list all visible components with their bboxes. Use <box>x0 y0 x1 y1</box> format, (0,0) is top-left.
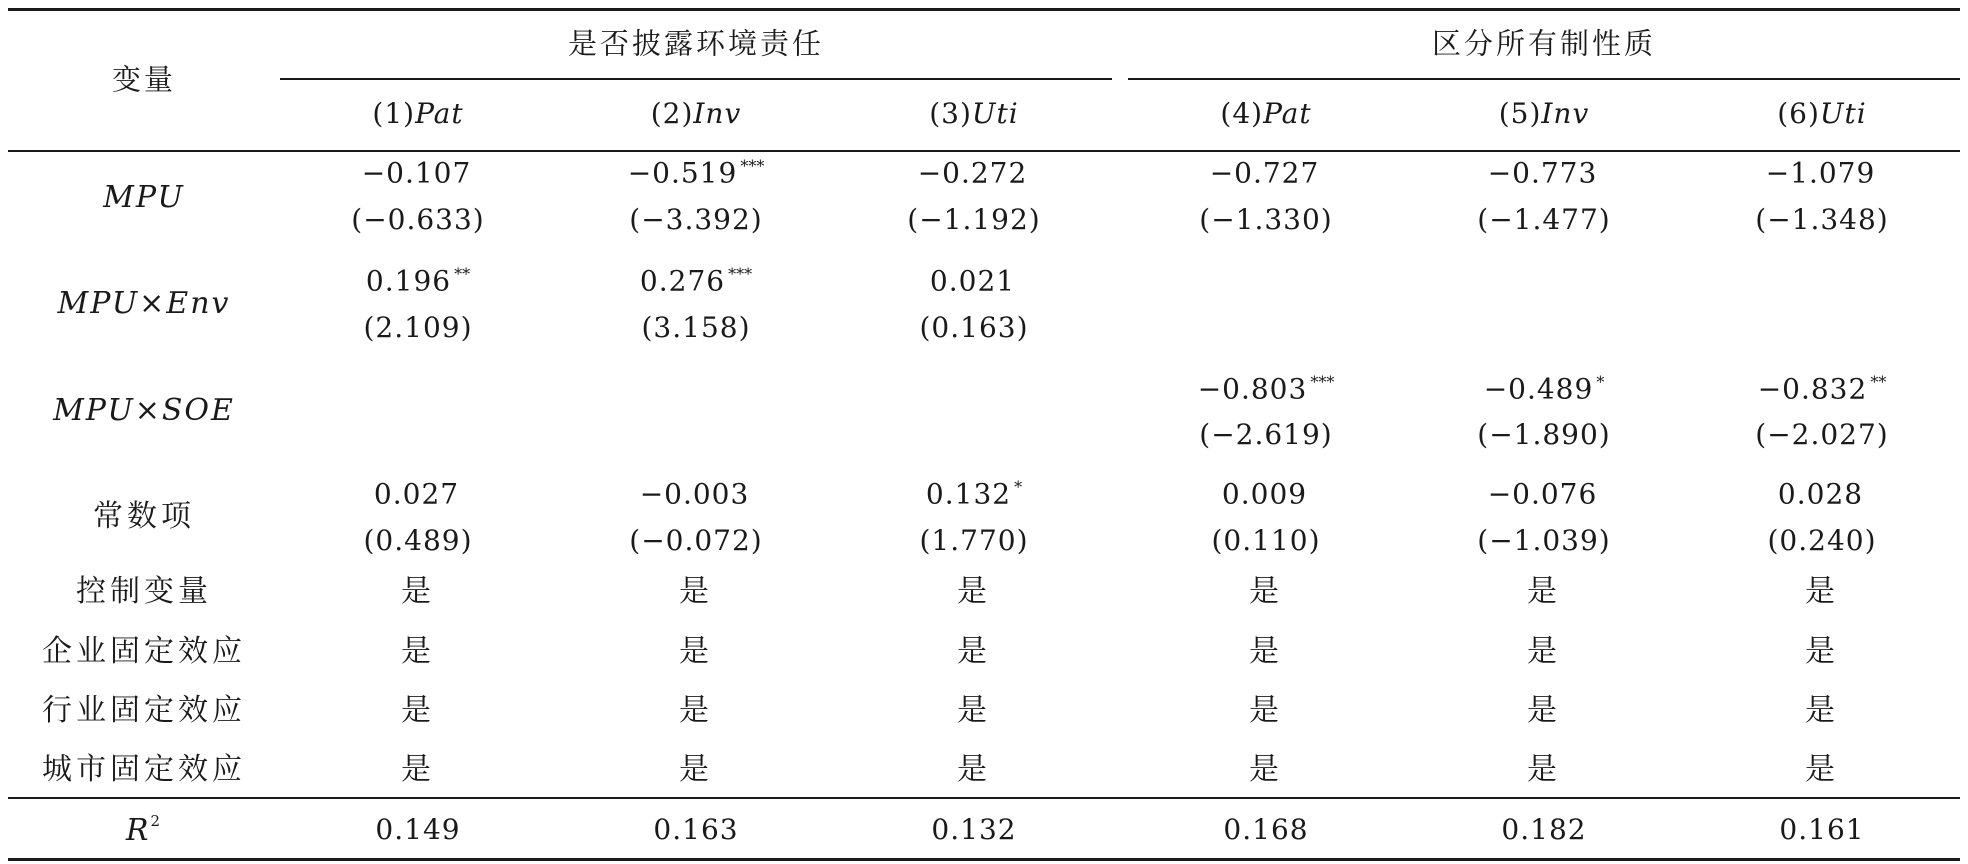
tstat-mpu-env-1: (2.109) <box>363 311 473 344</box>
coef-const-3: 0.132 * <box>925 477 1023 511</box>
group-header-ownership: 区分所有制性质 <box>1431 26 1657 61</box>
r2-top-rule <box>8 797 1960 799</box>
city-fe-cell-3: 是 <box>957 752 991 787</box>
group-rule-ownership <box>1128 78 1960 80</box>
city-fe-cell-2: 是 <box>679 752 713 787</box>
tstat-const-3: (1.770) <box>919 524 1029 557</box>
industry-fe-cell-1: 是 <box>401 693 435 728</box>
tstat-mpu-2: (−3.392) <box>629 203 763 236</box>
coef-const-6: 0.028 <box>1777 477 1864 511</box>
tstat-const-1: (0.489) <box>363 524 473 557</box>
row-label-constant: 常数项 <box>93 499 195 534</box>
coef-mpu-env-3: 0.021 <box>929 264 1016 298</box>
group-header-disclosure: 是否披露环境责任 <box>567 26 825 61</box>
row-label-firm-fe: 企业固定效应 <box>42 634 246 669</box>
industry-fe-cell-4: 是 <box>1249 693 1283 728</box>
tstat-mpu-5: (−1.477) <box>1477 203 1611 236</box>
tstat-mpu-6: (−1.348) <box>1755 203 1889 236</box>
table-bottom-rule <box>8 858 1960 861</box>
controls-cell-3: 是 <box>957 574 991 609</box>
column-header-3: (3)Uti <box>929 97 1019 130</box>
tstat-const-6: (0.240) <box>1767 524 1877 557</box>
row-label-mpu-soe: MPU×SOE <box>53 393 235 428</box>
coef-const-1: 0.027 <box>373 477 460 511</box>
coef-mpu-4: −0.727 <box>1209 156 1320 190</box>
tstat-mpu-4: (−1.330) <box>1199 203 1333 236</box>
r-squared-cell-5: 0.182 <box>1501 813 1587 846</box>
coef-mpu-env-1: 0.196 ** <box>365 264 471 298</box>
city-fe-cell-6: 是 <box>1805 752 1839 787</box>
column-header-6: (6)Uti <box>1777 97 1867 130</box>
row-label-controls: 控制变量 <box>76 574 212 609</box>
city-fe-cell-4: 是 <box>1249 752 1283 787</box>
column-header-5: (5)Inv <box>1498 97 1590 130</box>
coef-mpu-soe-6: −0.832 ** <box>1757 372 1887 406</box>
controls-cell-4: 是 <box>1249 574 1283 609</box>
group-rule-disclosure <box>280 78 1112 80</box>
coef-const-5: −0.076 <box>1487 477 1598 511</box>
row-label-mpu-env: MPU×Env <box>57 286 231 321</box>
tstat-const-4: (0.110) <box>1211 524 1321 557</box>
column-header-2: (2)Inv <box>650 97 742 130</box>
industry-fe-cell-6: 是 <box>1805 693 1839 728</box>
column-header-1: (1)Pat <box>372 97 464 130</box>
industry-fe-cell-5: 是 <box>1527 693 1561 728</box>
coef-mpu-soe-5: −0.489 * <box>1483 372 1605 406</box>
r-squared-cell-4: 0.168 <box>1223 813 1309 846</box>
firm-fe-cell-2: 是 <box>679 634 713 669</box>
controls-cell-2: 是 <box>679 574 713 609</box>
row-label-industry-fe: 行业固定效应 <box>42 693 246 728</box>
city-fe-cell-5: 是 <box>1527 752 1561 787</box>
tstat-mpu-3: (−1.192) <box>907 203 1041 236</box>
industry-fe-cell-2: 是 <box>679 693 713 728</box>
controls-cell-1: 是 <box>401 574 435 609</box>
tstat-mpu-1: (−0.633) <box>351 203 485 236</box>
tstat-mpu-soe-4: (−2.619) <box>1199 418 1333 451</box>
coef-mpu-env-2: 0.276 *** <box>639 264 753 298</box>
tstat-const-5: (−1.039) <box>1477 524 1611 557</box>
coef-mpu-5: −0.773 <box>1487 156 1598 190</box>
tstat-mpu-env-3: (0.163) <box>919 311 1029 344</box>
row-label-r-squared: $R^2$ <box>125 812 163 848</box>
controls-cell-5: 是 <box>1527 574 1561 609</box>
coef-const-4: 0.009 <box>1221 477 1308 511</box>
stub-header: 变量 <box>111 62 177 97</box>
firm-fe-cell-3: 是 <box>957 634 991 669</box>
row-label-city-fe: 城市固定效应 <box>42 752 246 787</box>
controls-cell-6: 是 <box>1805 574 1839 609</box>
firm-fe-cell-4: 是 <box>1249 634 1283 669</box>
tstat-mpu-soe-6: (−2.027) <box>1755 418 1889 451</box>
industry-fe-cell-3: 是 <box>957 693 991 728</box>
row-label-mpu: MPU <box>103 180 185 215</box>
coef-const-2: −0.003 <box>639 477 750 511</box>
coef-mpu-3: −0.272 <box>917 156 1028 190</box>
r-squared-cell-2: 0.163 <box>653 813 739 846</box>
tstat-mpu-env-2: (3.158) <box>641 311 751 344</box>
tstat-mpu-soe-5: (−1.890) <box>1477 418 1611 451</box>
coef-mpu-2: −0.519 *** <box>627 156 765 190</box>
coef-mpu-1: −0.107 <box>361 156 472 190</box>
city-fe-cell-1: 是 <box>401 752 435 787</box>
coef-mpu-6: −1.079 <box>1765 156 1876 190</box>
coef-mpu-soe-4: −0.803 *** <box>1197 372 1335 406</box>
firm-fe-cell-5: 是 <box>1527 634 1561 669</box>
firm-fe-cell-6: 是 <box>1805 634 1839 669</box>
r-squared-cell-3: 0.132 <box>931 813 1017 846</box>
header-bottom-rule <box>8 150 1960 152</box>
firm-fe-cell-1: 是 <box>401 634 435 669</box>
table-top-rule <box>8 8 1960 11</box>
column-header-4: (4)Pat <box>1220 97 1312 130</box>
r-squared-cell-6: 0.161 <box>1779 813 1865 846</box>
r-squared-cell-1: 0.149 <box>375 813 461 846</box>
tstat-const-2: (−0.072) <box>629 524 763 557</box>
